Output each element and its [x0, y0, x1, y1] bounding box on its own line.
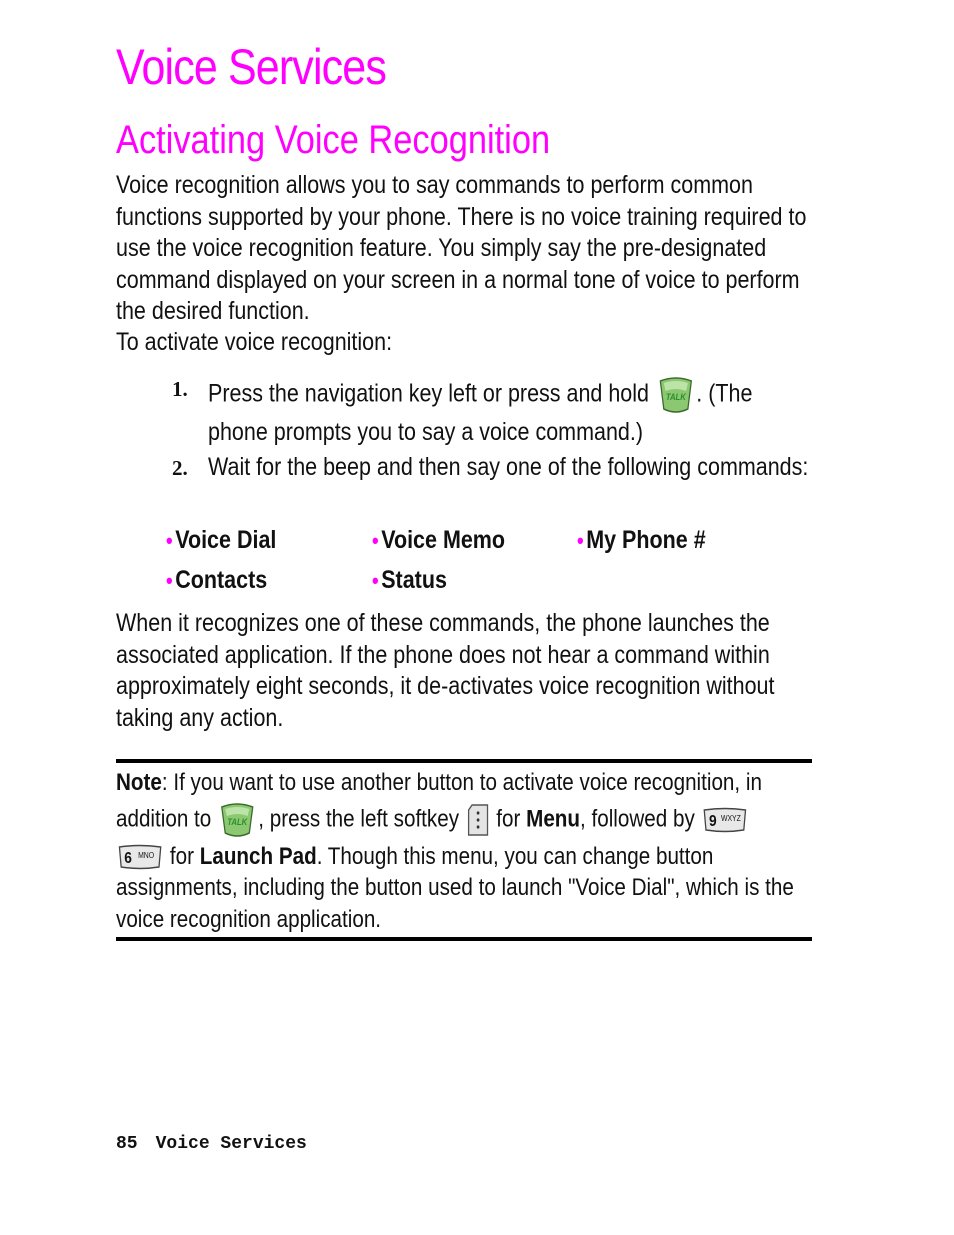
- page-title: Voice Services: [116, 39, 386, 95]
- launch-pad-label: Launch Pad: [199, 842, 317, 870]
- talk-key-icon: [655, 373, 696, 417]
- command-item: • Status: [372, 566, 447, 594]
- bullet-icon: •: [372, 568, 379, 593]
- command-item: • My Phone #: [577, 526, 706, 554]
- left-softkey-icon: [465, 802, 491, 838]
- svg-text:WXYZ: WXYZ: [720, 812, 741, 823]
- command-item: • Voice Memo: [372, 526, 506, 554]
- page-number: 85: [116, 1134, 138, 1154]
- talk-key-icon: [217, 799, 258, 841]
- six-key-icon: [116, 844, 164, 870]
- page-footer: [116, 1134, 307, 1154]
- step-text: Wait for the beep and then say one of the following commands:: [208, 453, 809, 481]
- step-text: Press the navigation key left or press and hold TALK . (The phone prompts you to say a voice command.): [208, 373, 810, 449]
- step-number: 2.: [172, 456, 188, 480]
- intro-paragraph: Voice recognition allows you to say commands to perform common functions supported by your phone. There is no voice training required to use the voice recognition feature. You simply say the pre-designated command displayed on your screen in a normal tone of voice to perform the desired function.: [116, 171, 807, 325]
- after-commands-paragraph: When it recognizes one of these commands, the phone launches the associated application. If the phone does not hear a command within approximately eight seconds, it de-activates voice recognition without taking any action.: [116, 609, 775, 732]
- note-bottom-rule: [116, 937, 812, 941]
- bullet-icon: •: [372, 528, 379, 553]
- svg-text:6: 6: [124, 849, 132, 868]
- command-item: • Voice Dial: [166, 526, 277, 554]
- svg-text:9: 9: [708, 811, 717, 830]
- bullet-icon: •: [577, 528, 584, 553]
- note-box: Note: If you want to use another button to activate voice recognition, in addition to TALK , press the left softkey for Menu, followed by 9 WXYZ 6 MNO for Launch Pad. Though this menu, you can change button assignments, including the button used to launch "Voice Dial", which is the voice recognition application.: [116, 769, 794, 933]
- step-number: 1.: [172, 377, 188, 401]
- note-label: Note: [116, 769, 162, 796]
- nine-key-icon: [701, 807, 749, 833]
- section-title: Activating Voice Recognition: [116, 118, 551, 162]
- svg-text:MNO: MNO: [138, 850, 155, 861]
- menu-label: Menu: [526, 804, 581, 832]
- note-top-rule: [116, 759, 812, 763]
- activate-label: To activate voice recognition:: [116, 328, 393, 356]
- command-item: • Contacts: [166, 566, 268, 594]
- footer-section: Voice Services: [155, 1134, 307, 1154]
- svg-text:TALK: TALK: [227, 815, 248, 827]
- bullet-icon: •: [166, 568, 173, 593]
- command-list: [166, 526, 816, 616]
- bullet-icon: •: [166, 528, 173, 553]
- svg-text:TALK: TALK: [665, 391, 686, 403]
